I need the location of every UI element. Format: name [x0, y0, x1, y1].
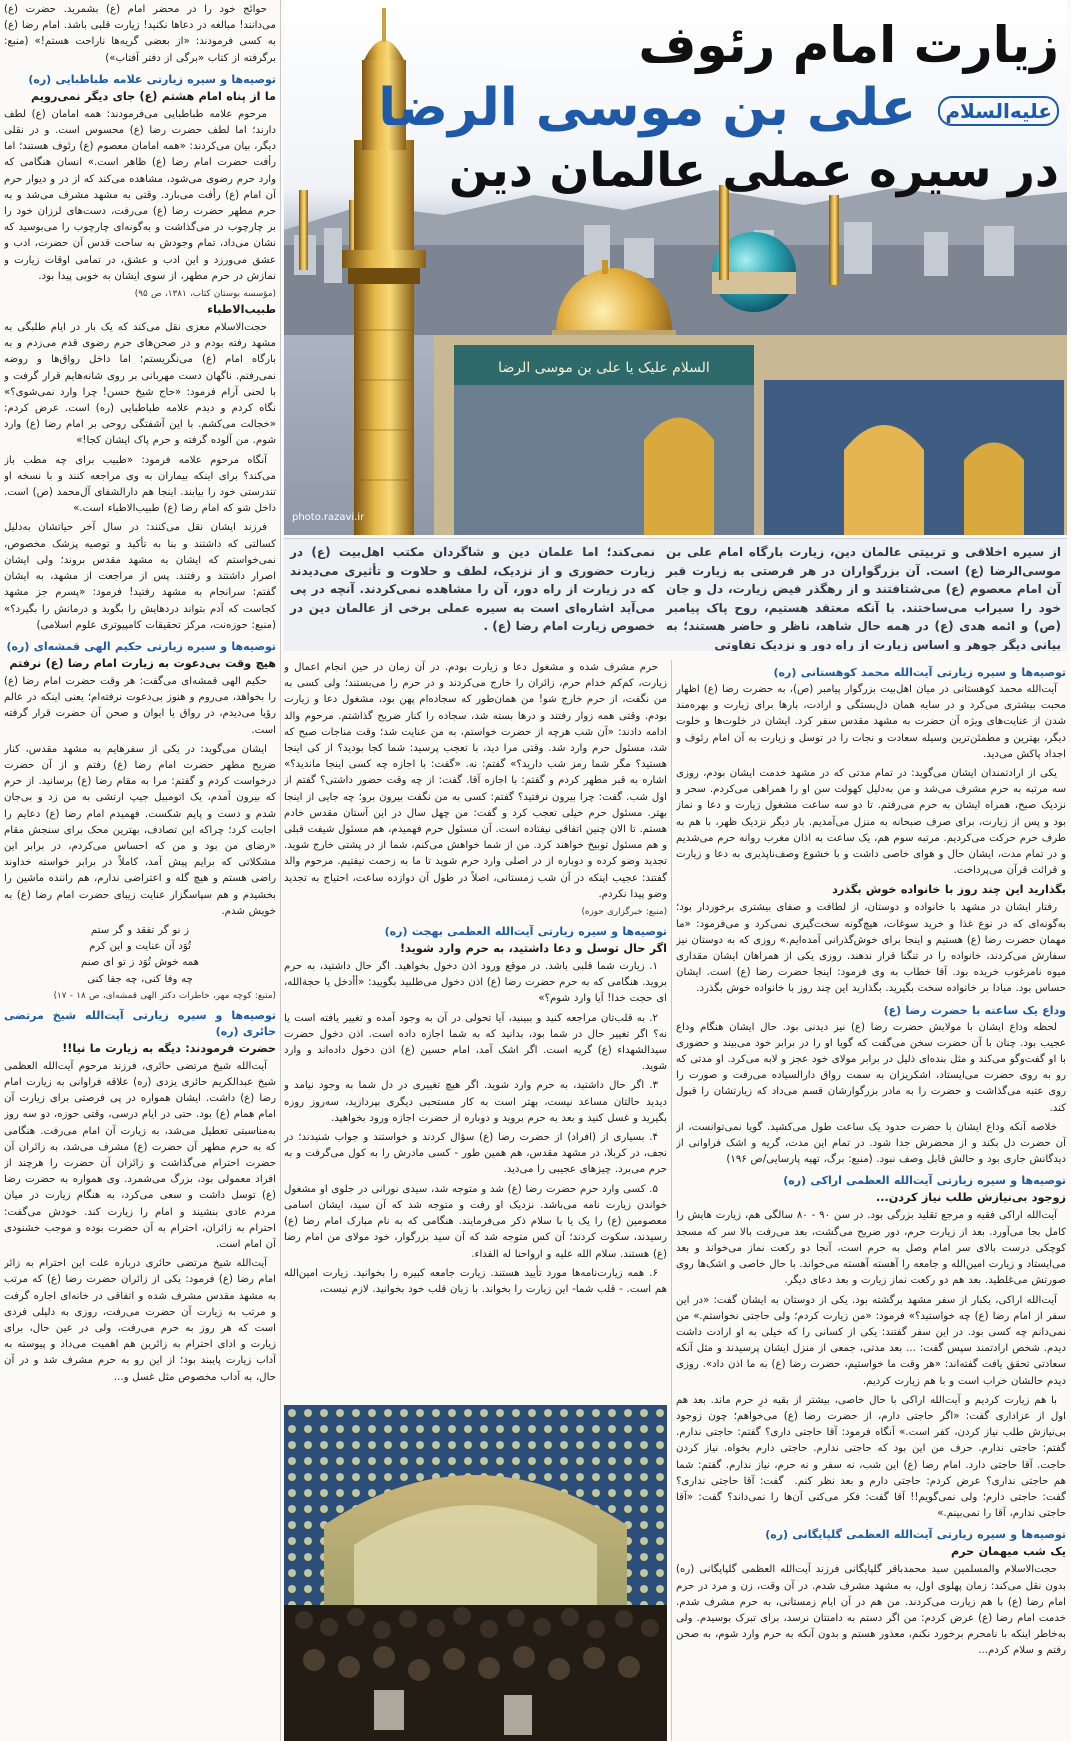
section-subheading: هیچ وقت بی‌دعوت به زیارت امام رضا (ع) نرفتم — [9, 656, 276, 670]
left-column — [4, 2, 276, 1741]
poem-line: تُوَد آن عنایت و این کرم — [89, 941, 191, 953]
paragraph: ایشان می‌گوید: در یکی از سفرهایم به مشهد مقدس، کنار ضریح مطهر حضرت امام رضا (ع) رفتم و از آن حضرت درخواست کردم و گفتم: مرا به مقام رضا (ع) برسانید. از حرم که بیرون آمدم، یک اتومبیل جیپ ارتشی به من زد و بی‌جان شدم و دست و پایم شکست. فهمیدم امام رضا (ع) دعایم را اجابت کرد؛ چراکه این تصادف، بهترین محک برای سنجش مقام «رضای من بود و من که احساس می‌کردم، در برابر این مشکلاتی که برایم پیش آمد، کاملاً در برابر خواسته خداوند راضی هستم و هیچ گله و اعتراضی ندارم، هم راننده ماشین را بخشیدم و هم سپاسگزار عنایت زیبای حضرت امام رضا (ع) به خویش شدم. — [4, 743, 276, 917]
paragraph: رفتار ایشان در مشهد با خانواده و دوستان، از لطافت و صفای بیشتری برخوردار بود؛ به‌گونه‌ای که در نوع غذا و خرید سوغات، هیچ‌گونه سخت‌گیری نمی‌کرد و می‌فرمود: «ما مهمان حضرت رضا (ع) هستیم و اینجا برای خوش‌گذرانی آمده‌ایم.» روزی که به دوستان نیز سفارش می‌کردند، خانواده را در تنگنا قرار ندهند. روزی یکی از همراهان ایشان مقداری میوه نامرغوب خریده بود. آقا خطاب به وی فرمود: اینجا حضرت رضا (ع) است. ایشان حساس بود. مبادا بر خانواده سخت بگیرید. بگذارید این چند روز با خانواده خوش بگذرد. — [676, 902, 1066, 995]
poem-line: چه وفا کنی، چه جفا کنی — [87, 973, 193, 985]
paragraph: حرم مشرف شده و مشغول دعا و زیارت بودم. در آن زمان در حین انجام اعمال و زیارت، کم‌کم خدام حرم، زائران را خارج می‌کردند و در حرم را می‌بستند؛ ولی کسی به من نگفت، از حرم خارج شو! من همان‌طور که سجاده‌ام پهن بود، مشغول دعا و زیارت بودم. وقتی همه زوار رفتند و درها بسته شد، سجاده را کنار ضریح گذاشتم. مرحوم والد ادامه دادند: «آن شب هرچه از حضرت خواستم، به من عنایت شد؛ وقت مناجات صبح که شد، مسئول حرم وارد شد. وقتی مرا دید، با تعجب پرسید: شما کجا بودید؟ از کی اینجا هستید؟ مگر شما رمز شب دارید؟» گفتم: نه. «گفت: با اجازه چه کسی اینجا ماندید؟» اشاره به قبر مطهر کردم و گفتم: با اجازه آقا. گفت: از چه وقت حضور داشتی؟ گفتم از اول شب. گفت: چرا بیرون نرفتید؟ گفتم: کسی به من نگفت بیرون برو؛ چه جایی از اینجا بهتر. مسئول حرم خیلی تعجب کرد و گفت: من چهل سال در این آستان مقدس خادم هستم. تا الان چنین اتفاقی نیفتاده است. آن مسئول حرم فهمیدم، هم مسئول شیفت قبلی و هم مسئول توبیخ خواهند کرد. من از شما خواهش می‌کنم، شما از در پشتی خارج شوید. تجدید وضو کرده و دوباره از در اصلی وارد حرم شوید تا ما به زحمت نیفتیم. مرحوم والد گفتند: عجیب اینکه در آن شب زمستانی، اصلاً در طول آن دوازده ساعت، احتیاج به تجدید وضو پیدا نکردم. — [284, 662, 667, 900]
source-note: (منبع: خبرگزاری حوزه) — [581, 907, 667, 918]
section-heading: وداع یک ساعته با حضرت رضا (ع) — [883, 1003, 1066, 1017]
column-divider — [280, 0, 281, 1741]
source-note: (مؤسسه بوستان کتاب، ۱۳۸۱، ص ۹۵) — [134, 289, 276, 300]
paragraph: ۶. همه زیارت‌نامه‌ها مورد تأیید هستند. زیارت جامعه کبیره را بخوانید. زیارت امین‌الله هم است. - قلب شما- این زیارت را بخواند. با زبان قلب خود بخوانید. لازم نیست، — [284, 1267, 667, 1295]
paragraph: ۵. کسی وارد حرم حضرت رضا (ع) شد و متوجه شد، سیدی نورانی در جلوی او مشغول خواندن زیارت نامه می‌باشد. نزدیک او رفت و متوجه شد که آن سید، ایشان اسامی معصومین (ع) را یک یا با سلام ذکر می‌فرمایند. هنگامی که به نام مبارک امام رضا (ع) رسیدند، سکوت کردند؛ آن کس متوجه شد که آن سید بزرگوار، خود مولای من امام رضا (ع) هستند. سلام الله علیه و ارواحنا له الفداء. — [284, 1183, 667, 1260]
section-subheading: زوجود بی‌نیازش طلب نیاز کردن... — [875, 1191, 1066, 1205]
section-heading: توصیه‌ها و سیره زیارتی آیت‌الله شیخ مرتضی حائری (ره) — [4, 1008, 276, 1038]
section-subheading: بگذارید این چند روز با خانواده خوش بگذرد — [832, 883, 1066, 897]
middle-column — [284, 660, 667, 1400]
poem-line: ز نو گر تفقد و گر ستم — [90, 924, 190, 936]
paragraph: حجت‌الاسلام معزی نقل می‌کند که یک بار در ایام طلبگی به مشهد رفته بودم و در صحن‌های حرم رضوی قدم می‌زدم و به بارگاه امام (ع) می‌نگریستم؛ اما داخل رواق‌ها و روضه نمی‌رفتم. ناگهان دست مهربانی بر روی شانه‌هایم قرار گرفت و با لحنی آرام فرمود: «حاج شیخ حسن! چرا وارد نمی‌شوی؟» نگاه کردم و دیدم علامه طباطبایی (ره) است. عرض کردم: «خجالت می‌کشم. با این آشفتگی روحی بر امام رضا (ع) وارد شوم. من آلوده گرفته و حرم پاک ایشان کجا!» — [4, 322, 276, 447]
paragraph: خلاصه آنکه وداع ایشان با حضرت حدود یک ساعت طول می‌کشید. گویا نمی‌توانست، از آن حضرت دل بکند و از محضرش جدا شود. در تمام این مدت، گریه و اشک فراوانی از دیدگانش جاری بود و حالش قابل وصف نبود. (منبع: برگ، تهیه پارسایی/ص ۱۹۶) — [676, 1121, 1066, 1166]
source-note: (منبع: کوچه مهر، خاطرات دکتر الهی قمشه‌ای، ص ۱۸ - ۱۷) — [53, 990, 276, 1001]
hero-banner — [284, 0, 1067, 535]
paragraph: آیت‌الله محمد کوهستانی در میان اهل‌بیت بزرگوار پیامبر (ص)، به حضرت رضا (ع) اظهار محبت بیشتری می‌کرد و در سایه همان دل‌بستگی و ارادت، بارها برای زیارت و بهره‌مند شدن از عنایت‌های ویژه آن حضرت به مشهد مقدس سفر کرد. ایشان در خلوت‌ها و خلوت دیگر، بهترین و مطمئن‌ترین وسیله سعادت و نجات را در توسل و زیارت به آن امام رئوف و اجداد پاکش می‌دید. — [676, 684, 1066, 760]
paragraph: آنگاه مرحوم علامه فرمود: «طبیب برای چه مطب باز می‌کند؟ برای اینکه بیماران به وی مراجعه کنند و با نسخه او تندرستی خود را بیابند. اینجا هم دارالشفای آل‌محمد (ص) است. داخل شو که امام رضا (ع) طبیب‌الاطباء است.» — [4, 454, 276, 515]
poem — [4, 923, 276, 988]
title-honorific: علیه‌السلام — [938, 96, 1059, 126]
intro-right-text: از سیره اخلاقی و تربیتی عالمان دین، زیارت بارگاه امام علی بن موسی‌الرضا (ع) است. آن بزرگواران در هر فرصتی به زیارت قبر آن امام معصوم (ع) می‌شتافتند و از رهگذر فیض زیارت، دل و جان خود را سیراب می‌ساختند. با آنکه معتقد هستیم، روح پاک پیامبر (ص) و ائمه هدی (ع) در همه حال شاهد، ناظر و حاضر هستند؛ به بیانی دیگر جوهر و اساس زیارت از راه دور و نزدیک تفاوتی — [666, 545, 1061, 651]
photo-credit: photo.razavi.ir — [292, 512, 365, 523]
paragraph: ۲. به قلب‌تان مراجعه کنید و ببینید، آیا تحولی در آن به وجود آمده و تغییر یافته است یا نه؟ اگر تغییر حال در شما بود، بدانید که به شما اجازه داده است. اذن دخول حضرت سیدالشهداء (ع) گریه است. اگر اشک آمد، امام حسین (ع) اذن دخول داده‌اند و وارد شوید. — [284, 1012, 667, 1073]
section-heading: توصیه‌ها و سیره زیارتی آیت‌الله العظمی اراکی (ره) — [783, 1174, 1066, 1188]
pilgrims-photo-art — [284, 1405, 667, 1741]
paragraph: لحظه وداع ایشان با مولایش حضرت رضا (ع) نیز دیدنی بود. حال ایشان هنگام وداع عجیب بود. چنان با آن حضرت سخن می‌گفت که گویا او را در برابر خود می‌بیند و حضوری با او گفت‌وگو می‌کند و مثل بنده‌ای ذلیل در برابر مولای خود عجز و لابه می‌کرد. او مدتی که رو به روی حضرت می‌ایستاد، اشکریزان به سمت رواق دارالسیاده می‌رفت و صورت را روی عتبه می‌گذاشت و حضرت را به مادر بزرگوارشان قسم می‌داد که زیارتشان را قبول کند. — [676, 1021, 1066, 1114]
section-subheading: طبیب‌الاطباء — [207, 303, 276, 317]
intro-left-text: نمی‌کند؛ اما علمان دین و شاگردان مکتب اهل‌بیت (ع) در زیارت حضوری و از نزدیک، لطف و حلاوت و تأثیری می‌دیدند که در زیارت از راه دور، آن را مشاهده نمی‌کردند. آنچه در پی می‌آید اشاره‌ای است به سیره عملی برخی از عالمان دین در خصوص زیارت امام رضا (ع) . — [290, 545, 655, 634]
section-subheading: ما از پناه امام هشتم (ع) جای دیگر نمی‌رویم — [31, 89, 276, 103]
title-line-2 — [359, 76, 1059, 140]
paragraph: ۳. اگر حال داشتید، به حرم وارد شوید. اگر هیچ تغییری در دل شما به وجود نیامد و دیدید حالتان مساعد نیست، بهتر است به کار مستحبی دیگری بپردازید، سه‌روز روزه بگیرید و غسل کنید و بعد به حرم بروید و دوباره از حضرت اجازه ورود بخواهید. — [284, 1080, 667, 1124]
paragraph: آیت‌الله شیخ مرتضی حائری درباره علت این احترام به زائر امام رضا (ع) فرمود: یکی از زائران حضرت رضا (ع) که مرتب به مشهد مقدس مشرف شده و اتفاقی در خانه‌ای اجاره گرفت و مرتب به زیارت آن حضرت می‌رفت، روزی به دلیلی فردی است که هر روز به حرم می‌رفت، ولی در عین حال، برای زیارت و ادای احترام به زائرین هم اهمیت می‌داد و پیوسته به آداب زیارت پایبند بود؛ از این رو به حرم مشرف شد و در آن حال، به آداب مخصوص مثل غسل و... — [4, 1258, 276, 1383]
hero-title — [359, 14, 1059, 202]
title-line-3: در سیره عملی عالمان دین — [448, 143, 1059, 198]
section-heading: توصیه‌ها و سیره زیارتی علامه طباطبایی (ره) — [28, 72, 276, 86]
paragraph: آیت‌الله اراکی، یکبار از سفر مشهد برگشته بود. یکی از دوستان به ایشان گفت: «در این سفر از امام رضا (ع) چه خواستید؟» فرمود: «من زیارت کردم؛ ولی حاجتی نخواستم.» من نمی‌دانم چه کسی بود. در این سفر گفتند: یکی از کسانی را که خیلی به او ارادت داشت دیدم. شخص ارادتمند سپس گفت: ... بعد مدتی، جمعی از منزل ایشان پرسیدند و مثل آنکه سعادتی تحقق یافت گفته‌اند: «هر وقت ما خواستیم، حضرت رضا (ع) به ما اذن داد». روزی دیدم حالشان خراب است و با هم زیارت کردیم. — [676, 1294, 1066, 1387]
intro-box — [284, 538, 1067, 651]
section-heading: توصیه‌ها و سیره زیارتی آیت‌الله العظمی بهجت (ره) — [384, 925, 667, 939]
paragraph: حوائج خود را در محضر امام (ع) بشمرید. حضرت (ع) می‌دانند! مبالغه در دعاها نکنید! زیارت قلبی باشد. امام رضا (ع) به کسی فرمودند: «از بعضی گریه‌ها ناراحت هستم!» (منبع: برگرفته از کتاب «برگی از دفتر آفتاب») — [4, 4, 276, 64]
section-subheading: حضرت فرمودند: دیگه به زیارت ما نیا!! — [62, 1041, 276, 1055]
paragraph: یکی از ارادتمندان ایشان می‌گوید: در تمام مدتی که در مشهد خدمت ایشان بودم، روزی سه مرتبه به حرم مشرف می‌شد و من به‌دلیل کهولت سن او را همراهی می‌کردم. سحر و نزدیک صبح، همراه ایشان به حرم می‌رفتم. تا دو سه ساعت مشغول زیارت و دعا و نماز بود و پس از زیارت، برای صرف صبحانه به منزل می‌آمدیم. بار دیگر نزدیک ظهر، با هم به طرف حرم حرکت می‌کردیم. مرتبه سوم هم، یک ساعت به اذان مغرب روانه حرم می‌شدیم و در تمام مدت، ایشان حال و هوای خاصی داشت و با خشوع وصف‌ناپذیری به دعا و زیارت و قرائت قرآن می‌پرداخت. — [676, 768, 1066, 877]
section-heading: توصیه‌ها و سیره زیارتی آیت‌الله محمد کوهستانی (ره) — [773, 666, 1066, 679]
poem-line: همه خوش تُوَد ز تو ای صنم — [80, 957, 200, 969]
paragraph: آیت‌الله شیخ مرتضی حائری، فرزند مرحوم آیت‌الله العظمی شیخ عبدالکریم حائری یزدی (ره) علاقه فراوانی به زیارت امام رضا (ع) داشت. ایشان همواره در پی فرصتی برای زیارت آن امام همام (ع) بود. حتی در ایام درسی، وقتی حوزه، دو سه روز به‌مناسبتی تعطیل می‌شد، به زیارت آن امام می‌رفت. هنگامی که به حرم مطهر آن حضرت (ع) مشرف می‌شد، به زائران آن حضرت احترام می‌گذاشت و زائران آن حضرت را هرچند از افراد معمولی بود، بزرگ می‌شمرد. وی همواره به حضرت رضا (ع) توسل داشت و سعی می‌کرد، به هنگام زیارت در میان مردم عادی بنشیند و امام را زیارت کند. خودش می‌گفت: احترام به زائران، احترام به آن حضرت بوده و موجب خشنودی آن امام است. — [4, 1060, 276, 1250]
title-line-1: زیارت امام رئوف — [638, 16, 1059, 74]
paragraph: مرحوم علامه طباطبایی می‌فرمودند: همه امامان (ع) لطف دارند؛ اما لطف حضرت رضا (ع) محسوس است. و در نقلی دیگر، بیان می‌کردند: «همه امامان معصوم (ع) رئوف هستند؛ اما رأفت حضرت امام رضا (ع) ظاهر است.» انسان هنگامی که وارد حرم رضوی می‌شود، مشاهده می‌کند که از در و دیوار حرم آن امام (ع) رأفت می‌بارد. وقتی به مشهد مشرف می‌شد و به حرم مطهر حضرت رضا (ع) می‌رفت، دست‌های لرزان خود را بر چارچوب در می‌گذاشت و به‌گونه‌ای چارچوب را می‌بوسید که نشان می‌داد، تمام وجودش به ساحت قدس آن حضرت، ادب و عشق می‌ورزد و این ادب و عشق، در تمامی اوقات زیارت و نمازش در حرم مطهر، از سوی ایشان به خوبی پیدا بود. — [4, 108, 276, 282]
section-heading: توصیه‌ها و سیره زیارتی آیت‌الله العظمی گلپایگانی (ره) — [765, 1528, 1066, 1542]
paragraph: با هم زیارت کردیم و آیت‌الله اراکی با حال خاصی، بیشتر از بقیه درِ حرم ماند. بعد هم اول از عزاداری گفت: «اگر حاجتی دارم، از حضرت رضا (ع) می‌خواهم؛ چون زوجود بی‌نیازش طلب نیاز کردن، کفر است.» آنگاه فرمود: آقا حاجتی داری؟ گفتم: حاجتی ندارم. گفتم: حاجتی ندارم. حرف من این بود که حاجتی ندارم. حاجتی دارم بخواه. نیاز کردن حاجت. آقا حاجتی دارد. امام رضا (ع) این شب، نه سفر و نه حرم، نیاز ندارم. گفتم: شما هم حاجتی نداری؟ عرض کردم: حاجتی دارم و بعد نظر کنم. ‌ گفت: آقا حاجتی نداری؟ گفت: حاجتی دارم؛ ولی نمی‌گویم!! آقا گفت: فکر می‌کنی آن‌ها را نمی‌داند؟ گفت: «آقا حاجتی ندارم، آقا را نمی‌بینم.» — [676, 1394, 1066, 1520]
svg-text:السلام علیک یا علی بن موسی الر: السلام علیک یا علی بن موسی الرضا — [498, 360, 710, 376]
section-subheading: اگر حال توسل و دعا داشتید، به حرم وارد شوید! — [400, 942, 667, 956]
pilgrims-photo — [284, 1405, 667, 1741]
right-column — [676, 660, 1066, 1741]
column-divider — [671, 660, 672, 1741]
paragraph: فرزند ایشان نقل می‌کنند: در سال آخر حیاتشان به‌دلیل کسالتی که داشتند و بنا به تأکید و توصیه پزشک مخصوص، نمی‌خواستم که ایشان به مشهد مقدس بروند؛ ولی ایشان اصرار داشتند و رفتند. پس از مراجعت از مشهد، به ایشان گفتم: سرانجام به مشهد رفتید! فرمود: «پسرم جز مشهد کجاست که آدم بتواند دردهایش را بگوید و درمانش را بگیرد؟» (منبع: حوزه‌نت، مرکز تحقیقات کامپیوتری علوم اسلامی) — [4, 522, 276, 631]
section-subheading: یک شب میهمان حرم — [950, 1545, 1066, 1559]
paragraph: آیت‌الله اراکی فقیه و مرجع تقلید بزرگی بود. در سن ۹۰ - ۸۰ سالگی هم، زیارت هایش را کامل بجا می‌آورد. بعد از زیارت حرم، دور ضریح می‌گشت، بعد می‌رفت بالا سر که مسجد کوچکی درست بالای سر امام وصل به حرم است، آنجا دو رکعت نماز می‌خواند و بعد می‌ایستاد و زیارت امین‌الله و جامعه را آهسته آهسته می‌خواند. با حال خاصی و اشک‌ها روی صورتش می‌غلطید. بعد هم دو رکعت نماز زیارت و بعد دعای دیگر. — [676, 1210, 1066, 1287]
section-heading: توصیه‌ها و سیره زیارتی حکیم الهی قمشه‌ای (ره) — [6, 639, 276, 653]
paragraph: ۴. بسیاری از (افراد) از حضرت رضا (ع) سؤال کردند و خواستند و جواب شنیدند؛ در نجف، در کربلا، در مشهد مقدس، هم همین طور - کسی مادرش را به کول می‌گرفت و به حرم می‌برد. چیزهای عجیبی را می‌دید. — [284, 1132, 667, 1176]
paragraph: ۱. زیارت شما قلبی باشد. در موقع ورود اذن دخول بخواهید. اگر حال داشتید، به حرم بروید. هنگامی که به حرم حضرت رضا (ع) اذن دخول می‌طلبید بگویید: «أأدخل یا حجة‌الله، ای حجت خدا! آیا وارد شوم؟» — [284, 961, 667, 1005]
paragraph: حکیم الهی قمشه‌ای می‌گفت: هر وقت حضرت امام رضا (ع) را بخواهد، می‌روم و هنوز بی‌دعوت نرفته‌ام؛ یعنی اینکه در عالم رؤیا می‌دیدم، در رواق یا ایوان و صحن آن حضرت قرار گرفته است. — [4, 675, 276, 736]
paragraph: حجت‌الاسلام والمسلمین سید محمدباقر گلپایگانی فرزند آیت‌الله العظمی گلپایگانی (ره) بدون نقل می‌کند: زمان پهلوی اول، به مشهد مشرف شدم. در آن وقت، زن و مرد در حرم امام رضا (ع) با هم زیارت می‌کردند. من هم در آن ایام زمستانی، به حرم مشرف شدم. خدمت امام رضا (ع) عرض کردم: من اگر دستم به دامنتان نرسد، برای تبرک بوسیدم. ولی به‌خاطر اینکه با نامحرم برخورد نکنم، معذور هستم و بدون آنکه به حرم وارد شوم، به صحن رفتم و سلام کردم... — [676, 1564, 1066, 1657]
title-line-2-text: علی بن موسی الرضا — [378, 78, 917, 138]
